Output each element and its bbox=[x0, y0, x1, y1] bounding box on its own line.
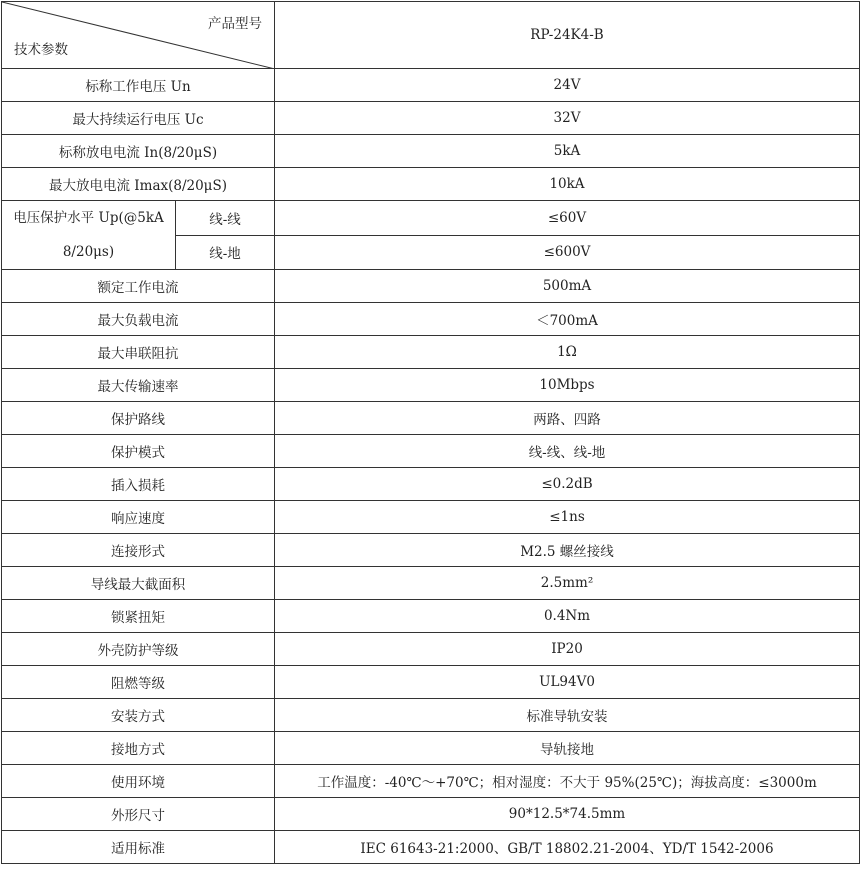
table-row bbox=[2, 765, 860, 798]
param-value: UL94V0 bbox=[275, 666, 860, 699]
table-row bbox=[2, 633, 860, 666]
header-row bbox=[2, 2, 860, 69]
table-row bbox=[2, 732, 860, 765]
param-value: 90*12.5*74.5mm bbox=[275, 798, 860, 831]
param-name: 阻燃等级 bbox=[2, 666, 275, 699]
table-row bbox=[2, 270, 860, 303]
param-name: 接地方式 bbox=[2, 732, 275, 765]
param-name: 锁紧扭矩 bbox=[2, 600, 275, 633]
param-value: ≤600V bbox=[275, 235, 860, 270]
table-row bbox=[2, 699, 860, 732]
param-value: 500mA bbox=[275, 270, 860, 303]
param-name: 最大串联阻抗 bbox=[2, 336, 275, 369]
model-value: RP-24K4-B bbox=[275, 2, 860, 69]
param-name: 保护路线 bbox=[2, 402, 275, 435]
table-row bbox=[2, 468, 860, 501]
diagonal-header-cell bbox=[2, 2, 275, 69]
param-name: 最大持续运行电压 Uc bbox=[2, 102, 275, 135]
param-value: 10Mbps bbox=[275, 369, 860, 402]
param-name: 连接形式 bbox=[2, 534, 275, 567]
voltage-protection-label-line1: 电压保护水平 Up(@5kA bbox=[13, 210, 164, 226]
table-row bbox=[2, 69, 860, 102]
table-row bbox=[2, 831, 860, 864]
table-row bbox=[2, 534, 860, 567]
param-value: 两路、四路 bbox=[275, 402, 860, 435]
table-row bbox=[2, 798, 860, 831]
table-row bbox=[2, 369, 860, 402]
param-name: 插入损耗 bbox=[2, 468, 275, 501]
param-value: M2.5 螺丝接线 bbox=[275, 534, 860, 567]
param-value: 标准导轨安装 bbox=[275, 699, 860, 732]
param-name: 导线最大截面积 bbox=[2, 567, 275, 600]
table-row bbox=[2, 666, 860, 699]
table-row bbox=[2, 567, 860, 600]
param-name: 使用环境 bbox=[2, 765, 275, 798]
param-value: 5kA bbox=[275, 135, 860, 168]
param-name: 标称放电电流 In(8/20μS) bbox=[2, 135, 275, 168]
param-value: ≤0.2dB bbox=[275, 468, 860, 501]
spec-table bbox=[1, 1, 860, 864]
table-row bbox=[2, 336, 860, 369]
product-model-label: 产品型号 bbox=[208, 16, 262, 32]
sub-param-line-line: 线-线 bbox=[176, 201, 275, 236]
param-name: 最大传输速率 bbox=[2, 369, 275, 402]
param-name: 标称工作电压 Un bbox=[2, 69, 275, 102]
param-name: 响应速度 bbox=[2, 501, 275, 534]
param-name: 适用标准 bbox=[2, 831, 275, 864]
param-value: 32V bbox=[275, 102, 860, 135]
table-row bbox=[2, 501, 860, 534]
param-name: 最大负载电流 bbox=[2, 303, 275, 336]
param-name: 外形尺寸 bbox=[2, 798, 275, 831]
param-value: IEC 61643-21:2000、GB/T 18802.21-2004、YD/T 1542-2006 bbox=[275, 831, 860, 864]
param-value: ≤1ns bbox=[275, 501, 860, 534]
param-name: 额定工作电流 bbox=[2, 270, 275, 303]
tech-params-label: 技术参数 bbox=[14, 42, 68, 58]
param-value: 0.4Nm bbox=[275, 600, 860, 633]
table-row-voltage-protection bbox=[2, 201, 860, 236]
table-row bbox=[2, 168, 860, 201]
table-row bbox=[2, 135, 860, 168]
param-name: 保护模式 bbox=[2, 435, 275, 468]
table-row bbox=[2, 303, 860, 336]
param-value: ＜700mA bbox=[275, 303, 860, 336]
param-name: 最大放电电流 Imax(8/20μS) bbox=[2, 168, 275, 201]
table-row bbox=[2, 600, 860, 633]
param-name: 安装方式 bbox=[2, 699, 275, 732]
param-value: 1Ω bbox=[275, 336, 860, 369]
param-value: ≤60V bbox=[275, 201, 860, 236]
param-value: 2.5mm² bbox=[275, 567, 860, 600]
param-value: 24V bbox=[275, 69, 860, 102]
table-row bbox=[2, 435, 860, 468]
param-value: 10kA bbox=[275, 168, 860, 201]
param-value: IP20 bbox=[275, 633, 860, 666]
voltage-protection-label bbox=[2, 201, 176, 270]
table-row bbox=[2, 402, 860, 435]
voltage-protection-label-line2: 8/20μs) bbox=[62, 244, 115, 260]
table-row bbox=[2, 102, 860, 135]
sub-param-line-ground: 线-地 bbox=[176, 235, 275, 270]
param-value: 工作温度：-40℃～+70℃；相对湿度：不大于 95%(25℃)；海拔高度：≤3000m bbox=[275, 765, 860, 798]
param-value: 导轨接地 bbox=[275, 732, 860, 765]
param-value: 线-线、线-地 bbox=[275, 435, 860, 468]
param-name: 外壳防护等级 bbox=[2, 633, 275, 666]
